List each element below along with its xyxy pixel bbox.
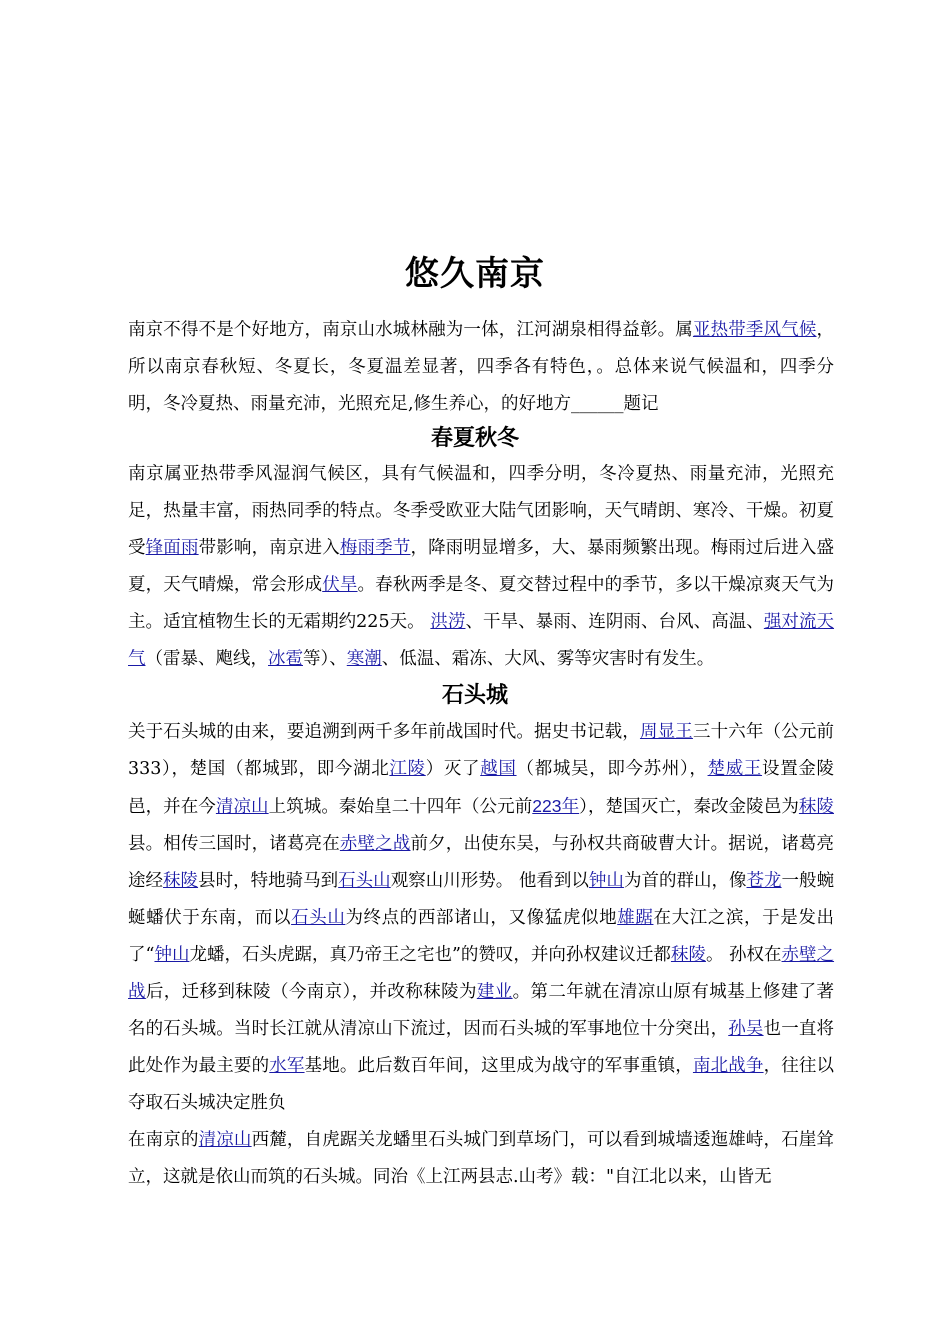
text: （都城吴，即今苏州）， [516, 759, 708, 779]
link-frontal-rain[interactable]: 锋面雨 [145, 538, 199, 558]
heading-seasons: 春夏秋冬 [430, 425, 519, 451]
text: 关于石头城的由来，要追溯到两千多年前战国时代。据史书记载， [128, 722, 640, 742]
text: ）灭了 [425, 759, 481, 779]
intro-paragraph [128, 312, 834, 423]
link-azure-dragon[interactable]: 苍龙 [746, 871, 782, 891]
link-moling[interactable]: 秣陵 [163, 871, 199, 891]
text: ，降雨明显增多，大、暴雨频繁出现。梅雨过后进入盛夏，天气晴燥，常会形成 [128, 538, 835, 595]
link-hail[interactable]: 冰雹 [268, 649, 303, 669]
text: 为终点的西部诸山，又像猛虎似地 [345, 908, 618, 928]
seasons-paragraph [128, 456, 834, 678]
text: ），楚国灭亡，秦改金陵邑为 [579, 797, 799, 817]
text: ，所以南京春秋短、冬夏长，冬夏温差显著，四季各有特色，。总体来说气候温和，四季分明，冬冷夏热、雨量充沛，光照充足,修生养心，的好地方______题记 [128, 320, 834, 414]
link-eastern-wu[interactable]: 孙吴 [728, 1019, 764, 1039]
text: 上筑城。秦始皇二十四年（公元前 [268, 797, 533, 817]
link-xiongju[interactable]: 雄踞 [617, 908, 654, 928]
link-plum-rain-season[interactable]: 梅雨季节 [339, 538, 411, 558]
link-navy[interactable]: 水军 [269, 1056, 305, 1076]
link-state-of-yue[interactable]: 越国 [480, 759, 517, 779]
text: 在大江之滨，于是发出了“ [128, 908, 835, 965]
link-severe-convection[interactable]: 强对流天气 [128, 612, 835, 669]
text: 。春秋两季是冬、夏交替过程中的季节，多以干燥凉爽天气为主。适宜植物生长的无霜期约225天。 [128, 575, 835, 632]
text: 。 孙权在 [705, 945, 782, 965]
text: 为首的群山，像 [623, 871, 747, 891]
text: 南京不得不是个好地方，南京山水城林融为一体，江河湖泉相得益彰。属 [128, 320, 693, 340]
link-battle-of-red-cliffs[interactable]: 赤壁之战 [128, 945, 835, 1002]
text: 西麓，自虎踞关龙蟠里石头城门到草场门，可以看到城墙逶迤雄峙，石崖耸立，这就是依山而筑的石头城。同治《上江两县志.山考》载："自江北以来，山皆无 [128, 1130, 835, 1187]
text: 基地。此后数百年间，这里成为战守的军事重镇， [304, 1056, 693, 1076]
link-northern-southern-war[interactable]: 南北战争 [692, 1056, 764, 1076]
text: 。第二年就在清凉山原有城基上修建了著名的石头城。当时长江就从清凉山下流过，因而石头城的军事地位十分突出， [128, 982, 835, 1039]
page-title: 悠久南京 [405, 254, 545, 294]
heading-stone-city: 石头城 [441, 682, 508, 708]
link-moling[interactable]: 秣陵 [798, 797, 834, 817]
link-subtropical-monsoon[interactable]: 亚热带季风气候 [692, 320, 817, 340]
text: 龙蟠，石头虎踞，真乃帝王之宅也”的赞叹，并向孙权建议迁都 [189, 945, 671, 965]
text: 县时，特地骑马到 [198, 871, 339, 891]
stone-city-paragraph-2 [128, 1122, 834, 1196]
text: 在南京的 [128, 1130, 199, 1150]
link-summer-drought[interactable]: 伏旱 [322, 575, 358, 595]
link-stone-mountain[interactable]: 石头山 [291, 908, 346, 928]
link-qingliang-mountain[interactable]: 清凉山 [198, 1130, 252, 1150]
text: 也一直将此处作为最主要的 [128, 1019, 835, 1076]
text: ，往往以夺取石头城决定胜负 [128, 1056, 835, 1113]
text: 带影响，南京进入 [198, 538, 340, 558]
link-zhongshan[interactable]: 钟山 [154, 945, 190, 965]
text: （雷暴、飑线， [145, 649, 268, 669]
text: 县。相传三国时，诸葛亮在 [128, 834, 340, 854]
link-king-xian-of-zhou[interactable]: 周显王 [639, 722, 693, 742]
stone-city-paragraph [128, 714, 834, 1122]
link-battle-of-red-cliffs[interactable]: 赤壁之战 [339, 834, 411, 854]
text: 等）、 [303, 649, 347, 669]
text: 后，迁移到秣陵（今南京），并改称秣陵为 [145, 982, 477, 1002]
link-qingliang-mountain[interactable]: 清凉山 [215, 797, 269, 817]
link-zhongshan[interactable]: 钟山 [588, 871, 624, 891]
text: 三十六年（公元前333），楚国（都城郢，即今湖北 [128, 722, 835, 779]
text: 一般蜿蜒蟠伏于东南，而以 [128, 871, 835, 928]
link-jiangling[interactable]: 江陵 [389, 759, 426, 779]
link-year-223[interactable]: 223年 [532, 796, 580, 816]
text: 、低温、霜冻、大风、雾等灾害时有发生。 [381, 649, 715, 669]
link-moling[interactable]: 秣陵 [670, 945, 706, 965]
text: 设置金陵邑，并在今 [128, 759, 835, 817]
link-stone-mountain[interactable]: 石头山 [338, 871, 391, 891]
link-flood[interactable]: 洪涝 [430, 612, 466, 632]
link-king-wei-of-chu[interactable]: 楚威王 [707, 759, 763, 779]
link-jianye[interactable]: 建业 [476, 982, 513, 1002]
text: 、干旱、暴雨、连阴雨、台风、高温、 [465, 612, 764, 632]
text: 南京属亚热带季风湿润气候区，具有气候温和，四季分明，冬冷夏热、雨量充沛，光照充足，热量丰富，雨热同季的特点。冬季受欧亚大陆气团影响，天气晴朗、寒冷、干燥。初夏受 [128, 464, 834, 558]
text: 观察山川形势。 他看到以 [390, 871, 589, 891]
link-cold-wave[interactable]: 寒潮 [346, 649, 382, 669]
text: 前夕，出使东吴，与孙权共商破曹大计。据说，诸葛亮途经 [128, 834, 835, 891]
